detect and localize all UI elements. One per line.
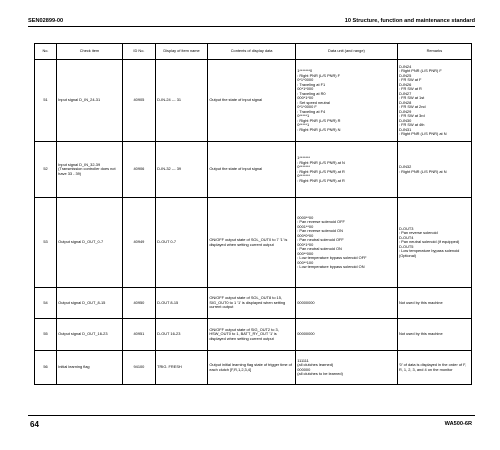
table-row: [35, 198, 472, 288]
row-check-item: Initial learning flag: [56, 351, 122, 385]
row-data-unit: 00000000: [296, 288, 398, 319]
row-data-unit: 1*******0 : Right PNR (L/S PNR) F 0*1*0000 : Traveling at F1 00*1*000 : Traveling at R0 000*1*00 : Set speed neutral 0*1*0000 F : Traveling at F4 0*****1 : Right PNR (L/S PNR) R 0*****1 : Right PNR (L/S PNR) N: [296, 60, 398, 142]
table-row: [35, 351, 472, 385]
header-id-no: ID No.: [122, 44, 155, 60]
header-remarks: Remarks: [397, 44, 471, 60]
row-id-no: 40950: [122, 288, 155, 319]
row-check-item: Output signal D_OUT_0-7: [56, 198, 122, 288]
table-row: [35, 142, 472, 198]
row-id-no: 40906: [122, 142, 155, 198]
row-check-item: Input signal D_IN_24-31: [56, 60, 122, 142]
row-remarks: Not used by this machine: [397, 319, 471, 351]
table-row: [35, 288, 472, 319]
page-number: 64: [30, 420, 39, 429]
row-no: 54: [35, 288, 57, 319]
table-row: [35, 319, 472, 351]
row-display-name: D-OUT 0-7: [155, 198, 207, 288]
row-data-unit: 00000000: [296, 319, 398, 351]
display-data-table: [34, 43, 472, 385]
row-data-unit: 0000**00 : Pan reverse solenoid OFF 0001**00 : Pan reverse solenoid ON 000*0*00 : Pan neutral solenoid OFF 000*1*00 : Pan neutral solenoid ON 000**000 : Low temperature bypass solenoid OFF 000**100 : Low temperature bypass solenoid ON: [296, 198, 398, 288]
row-no: 51: [35, 60, 57, 142]
row-check-item: Output signal D_OUT_8-15: [56, 288, 122, 319]
row-check-item: Output signal D_OUT_16-23: [56, 319, 122, 351]
table-header-row: [35, 44, 472, 60]
row-contents: ON/OFF output state of SOL_OUT8 to 15, SIG_OUT0 to 1 '1' is displayed when setting current output: [208, 288, 296, 319]
row-check-item: Input signal D_IN_32-39 (Transmission controller does not have 33 - 39): [56, 142, 122, 198]
header-display-name: Display of item name: [155, 44, 207, 60]
row-display-name: D-IN-24 --- 31: [155, 60, 207, 142]
table-row: [35, 60, 472, 142]
row-contents: ON/OFF output state of SOL_OUT0 to 7 '1' is displayed when setting current output: [208, 198, 296, 288]
document-code: SEN02899-00: [28, 18, 64, 24]
row-no: 56: [35, 351, 57, 385]
row-id-no: 40905: [122, 60, 155, 142]
row-display-name: D-IN-32 --- 39: [155, 142, 207, 198]
row-no: 52: [35, 142, 57, 198]
header-contents: Contents of display data: [208, 44, 296, 60]
header-no: No.: [35, 44, 57, 60]
model-code: WA500-6R: [444, 421, 472, 427]
section-title: 10 Structure, function and maintenance standard: [344, 18, 475, 24]
row-data-unit: 111111 (all clutches learned) 000000 (all clutches to be learned): [296, 351, 398, 385]
row-id-no: 40951: [122, 319, 155, 351]
header-check-item: Check item: [56, 44, 122, 60]
row-remarks: '0' of data is displayed in the order of F, R, 1, 2, 3, and 4 on the monitor: [397, 351, 471, 385]
row-id-no: 40949: [122, 198, 155, 288]
row-remarks: D-OUT3 : Pan reverse solenoid D-OUT4 : Pan neutral solenoid (if equipped) D-OUT5 : Low temperature bypass solenoid (Optional): [397, 198, 471, 288]
row-contents: Output the state of input signal: [208, 60, 296, 142]
row-display-name: D-OUT 16-23: [155, 319, 207, 351]
row-contents: ON/OFF output state of SIG_OUT2 to 3, HSW_OUT0 to 1, BATT_RY_OUT '1' is displayed when setting current output: [208, 319, 296, 351]
footer-rule: [28, 415, 475, 416]
row-remarks: D-IN24 : Right PNR (L/S PNR) F D-IN25 : FR SW at F D-IN26 : FR SW at R D-IN27 : FR SW at 1st D-IN28 : FR SW at 2nd D-IN29 : FR SW at 3rd D-IN30 : FR SW at 4th D-IN31 : Right PNR (L/S PNR) at N: [397, 60, 471, 142]
row-id-no: 94100: [122, 351, 155, 385]
row-contents: Output the state of input signal: [208, 142, 296, 198]
row-no: 55: [35, 319, 57, 351]
header-rule: [28, 26, 475, 27]
row-display-name: D-OUT 8-15: [155, 288, 207, 319]
row-data-unit: 1******* : Right PNR (L/S PNR) at N 0******* : Right PNR (L/S PNR) at R 0******* : Right PNR (L/S PNR) at R: [296, 142, 398, 198]
row-contents: Output initial learning flag state of trigger time of each clutch [F,R,1,2,3,4]: [208, 351, 296, 385]
header-data-unit: Data unit (and range): [296, 44, 398, 60]
row-display-name: TRIG. FRESH: [155, 351, 207, 385]
row-remarks: D-IN32 : Right PNR (L/S PNR) at N: [397, 142, 471, 198]
row-remarks: Not used by this machine: [397, 288, 471, 319]
row-no: 53: [35, 198, 57, 288]
